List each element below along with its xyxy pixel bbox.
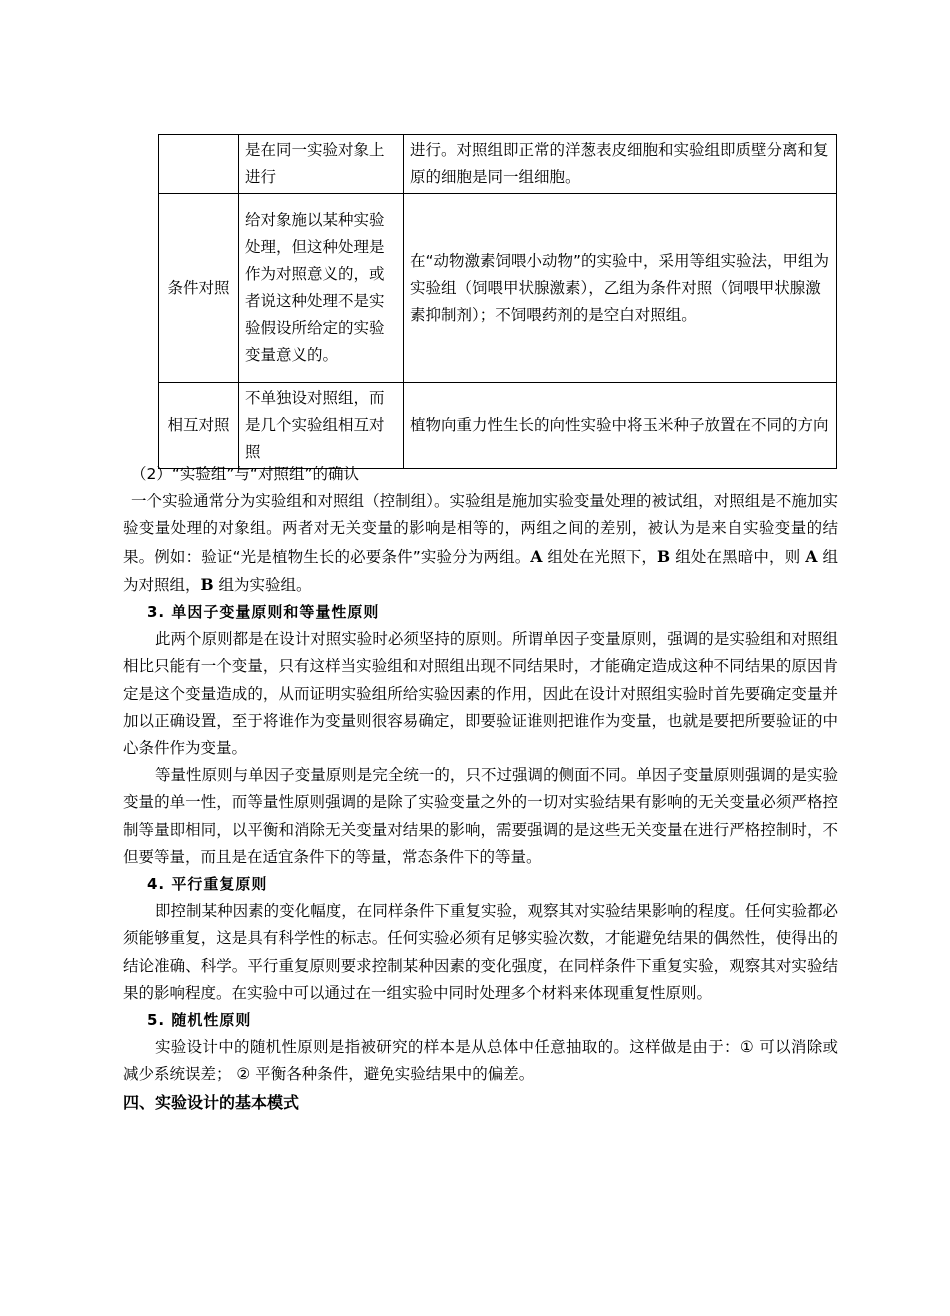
paragraph: 即控制某种因素的变化幅度，在同样条件下重复实验，观察其对实验结果影响的程度。任何实验都必须能够重复，这是具有科学性的标志。任何实验必须有足够实验次数，才能避免结果的偶然性，使得出的结论准确、科学。平行重复原则要求控制某种因素的变化强度，在同样条件下重复实验，观察其对实验结果的影响程度。在实验中可以通过在一组实验中同时处理多个材料来体现重复性原则。 <box>123 902 838 1002</box>
table-cell-type: 条件对照 <box>159 194 239 383</box>
subsection-title: （2）“实验组”与“对照组”的确认 <box>131 465 359 483</box>
paragraph <box>123 488 838 599</box>
table-cell-type: 相互对照 <box>159 383 239 469</box>
paragraph-text: 组为实验组。 <box>213 575 312 594</box>
group-letter: B <box>200 574 214 594</box>
section-heading: 4. 平行重复原则 <box>147 875 268 894</box>
chapter-heading: 四、实验设计的基本模式 <box>123 1092 300 1112</box>
group-letter: A <box>530 546 543 566</box>
table-cell-definition: 给对象施以某种实验处理，但这种处理是作为对照意义的，或者说这种处理不是实验假设所给定的实验变量意义的。 <box>239 194 404 383</box>
table-cell-definition: 是在同一实验对象上进行 <box>239 135 404 194</box>
table-row <box>159 383 837 469</box>
table-cell-definition: 不单独设对照组，而是几个实验组相互对照 <box>239 383 404 469</box>
paragraph-text: 组为对照组， <box>123 547 839 594</box>
group-letter: A <box>805 546 818 566</box>
table-cell-example: 植物向重力性生长的向性实验中将玉米种子放置在不同的方向 <box>404 383 837 469</box>
table-cell-example: 进行。对照组即正常的洋葱表皮细胞和实验组即质壁分离和复原的细胞是同一组细胞。 <box>404 135 837 194</box>
control-type-table <box>158 134 837 469</box>
section-heading: 3. 单因子变量原则和等量性原则 <box>147 603 380 622</box>
section-heading: 5. 随机性原则 <box>147 1011 252 1030</box>
group-letter: B <box>657 546 671 566</box>
paragraph: 等量性原则与单因子变量原则是完全统一的，只不过强调的侧面不同。单因子变量原则强调的是实验变量的单一性，而等量性原则强调的是除了实验变量之外的一切对实验结果有影响的无关变量必须严格控制等量即相同，以平衡和消除无关变量对结果的影响，需要强调的是这些无关变量在进行严格控制时，不但要等量，而且是在适宜条件下的等量，常态条件下的等量。 <box>123 766 838 866</box>
table-row <box>159 194 837 383</box>
paragraph-text: 一个实验通常分为实验组和对照组（控制组）。实验组是施加实验变量处理的被试组，对照组是不施加实验变量处理的对象组。两者对无关变量的影响是相等的，两组之间的差别，被认为是来自实验变量的结果。例如：验证“光是植物生长的必要条件”实验分为两组。 <box>123 492 838 566</box>
table-row <box>159 135 837 194</box>
paragraph: 实验设计中的随机性原则是指被研究的样本是从总体中任意抽取的。这样做是由于：① 可以消除或减少系统误差； ② 平衡各种条件，避免实验结果中的偏差。 <box>123 1038 838 1084</box>
table-cell-type <box>159 135 239 194</box>
paragraph: 此两个原则都是在设计对照实验时必须坚持的原则。所谓单因子变量原则，强调的是实验组和对照组相比只能有一个变量，只有这样当实验组和对照组出现不同结果时，才能确定造成这种不同结果的原因肯定是这个变量造成的，从而证明实验组所给实验因素的作用，因此在设计对照组实验时首先要确定变量并加以正确设置，至于将谁作为变量则很容易确定，即要验证谁则把谁作为变量，也就是要把所要验证的中心条件作为变量。 <box>123 630 838 758</box>
table-cell-example: 在“动物激素饲喂小动物”的实验中，采用等组实验法，甲组为实验组（饲喂甲状腺激素），乙组为条件对照（饲喂甲状腺激素抑制剂）；不饲喂药剂的是空白对照组。 <box>404 194 837 383</box>
paragraph-text: 组处在黑暗中，则 <box>670 547 806 566</box>
body-text <box>123 461 838 1116</box>
paragraph-text: 组处在光照下， <box>542 547 658 566</box>
